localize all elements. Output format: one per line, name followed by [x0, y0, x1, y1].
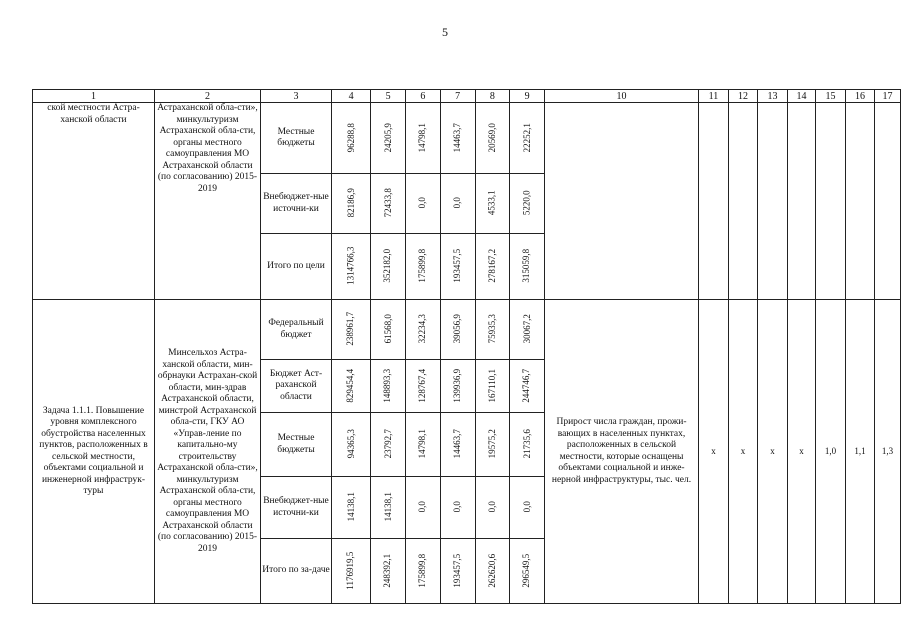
value-cell: 94365,3 [332, 413, 371, 477]
page-number: 5 [442, 25, 448, 39]
value-cell: 238961,7 [332, 300, 371, 360]
funding-source: Внебюджет-ные источни-ки [261, 174, 332, 234]
value-cell: 32234,3 [406, 300, 441, 360]
column-header: 4 [332, 90, 371, 103]
value-cell: 4533,1 [475, 174, 510, 234]
indicator-value: 1,0 [816, 300, 846, 604]
value-cell: 139936,9 [440, 360, 475, 413]
executors: Астраханской обла-сти», минкультуризм Астраханской обла-сти, органы местного самоуправления МО Астраханской области (по согласованию) 2015-2019 [155, 103, 261, 300]
empty-cell [758, 103, 788, 300]
value-cell: 14798,1 [406, 103, 441, 174]
column-header: 15 [816, 90, 846, 103]
column-header: 6 [406, 90, 441, 103]
value-cell: 75935,3 [475, 300, 510, 360]
value-cell: 829454,4 [332, 360, 371, 413]
value-cell: 19575,2 [475, 413, 510, 477]
value-cell: 23792,7 [371, 413, 406, 477]
funding-source: Внебюджет-ные источни-ки [261, 477, 332, 539]
value-cell: 1176919,5 [332, 539, 371, 604]
value-cell: 1314766,3 [332, 234, 371, 300]
funding-source: Бюджет Аст-раханской области [261, 360, 332, 413]
value-cell: 0,0 [510, 477, 545, 539]
indicator-value: x [758, 300, 788, 604]
column-header: 8 [475, 90, 510, 103]
column-header: 16 [846, 90, 875, 103]
value-cell: 61568,0 [371, 300, 406, 360]
goal-name: ской местности Астра-ханской области [33, 103, 155, 300]
empty-cell [699, 103, 729, 300]
empty-cell [875, 103, 901, 300]
indicator-value: 1,3 [875, 300, 901, 604]
value-cell: 0,0 [406, 477, 441, 539]
table-row [33, 300, 901, 360]
column-header: 17 [875, 90, 901, 103]
value-cell: 14463,7 [440, 413, 475, 477]
empty-cell [729, 103, 758, 300]
program-table [32, 89, 901, 604]
value-cell: 244746,7 [510, 360, 545, 413]
executors: Минсельхоз Астра-ханской области, мин-обрнауки Астрахан-ской области, мин-здрав Астраханской области, минстрой Астраханской обла-сти, ГКУ АО «Управ-ление по капитально-му строительству Астраханской обла-сти», минкультуризм Астраханской обла-сти, органы местного самоуправления МО Астраханской области (по согласованию) 2015-2019 [155, 300, 261, 604]
value-cell: 0,0 [440, 477, 475, 539]
funding-source: Местные бюджеты [261, 413, 332, 477]
column-header: 2 [155, 90, 261, 103]
value-cell: 14463,7 [440, 103, 475, 174]
column-header: 14 [788, 90, 816, 103]
value-cell: 30067,2 [510, 300, 545, 360]
column-header: 7 [440, 90, 475, 103]
indicator-value: x [788, 300, 816, 604]
value-cell: 21735,6 [510, 413, 545, 477]
indicator-value: x [699, 300, 729, 604]
value-cell: 14798,1 [406, 413, 441, 477]
value-cell: 148893,3 [371, 360, 406, 413]
column-header: 13 [758, 90, 788, 103]
value-cell: 0,0 [406, 174, 441, 234]
column-header: 12 [729, 90, 758, 103]
value-cell: 278167,2 [475, 234, 510, 300]
task-name: Задача 1.1.1. Повышение уровня комплексного обустройства населенных пунктов, расположенных в сельской местности, объектами социальной и инженерной инфраструк-туры [33, 300, 155, 604]
value-cell: 20569,0 [475, 103, 510, 174]
indicator-empty [545, 103, 699, 300]
indicator-value: x [729, 300, 758, 604]
column-header: 10 [545, 90, 699, 103]
value-cell: 0,0 [440, 174, 475, 234]
value-cell: 128767,4 [406, 360, 441, 413]
column-header: 9 [510, 90, 545, 103]
empty-cell [846, 103, 875, 300]
funding-source: Федеральный бюджет [261, 300, 332, 360]
indicator-text: Прирост числа граждан, прожи-вающих в населенных пунктах, расположенных в сельской местности, которые оснащены объектами социальной и инже-нерной инфраструктуры, тыс. чел. [545, 300, 699, 604]
column-header: 5 [371, 90, 406, 103]
funding-source: Итого по за-даче [261, 539, 332, 604]
value-cell: 262620,6 [475, 539, 510, 604]
value-cell: 5220,0 [510, 174, 545, 234]
value-cell: 82186,9 [332, 174, 371, 234]
value-cell: 96288,8 [332, 103, 371, 174]
value-cell: 14138,1 [332, 477, 371, 539]
value-cell: 175899,8 [406, 539, 441, 604]
value-cell: 167110,1 [475, 360, 510, 413]
column-header: 1 [33, 90, 155, 103]
value-cell: 296549,5 [510, 539, 545, 604]
header-row [33, 90, 901, 103]
table-row [33, 103, 901, 174]
value-cell: 72433,8 [371, 174, 406, 234]
value-cell: 175899,8 [406, 234, 441, 300]
column-header: 11 [699, 90, 729, 103]
empty-cell [816, 103, 846, 300]
value-cell: 39056,9 [440, 300, 475, 360]
column-header: 3 [261, 90, 332, 103]
funding-source: Местные бюджеты [261, 103, 332, 174]
funding-source: Итого по цели [261, 234, 332, 300]
value-cell: 193457,5 [440, 539, 475, 604]
indicator-value: 1,1 [846, 300, 875, 604]
value-cell: 22252,1 [510, 103, 545, 174]
value-cell: 193457,5 [440, 234, 475, 300]
value-cell: 352182,0 [371, 234, 406, 300]
value-cell: 14138,1 [371, 477, 406, 539]
empty-cell [788, 103, 816, 300]
value-cell: 0,0 [475, 477, 510, 539]
value-cell: 24205,9 [371, 103, 406, 174]
value-cell: 248392,1 [371, 539, 406, 604]
value-cell: 315059,8 [510, 234, 545, 300]
